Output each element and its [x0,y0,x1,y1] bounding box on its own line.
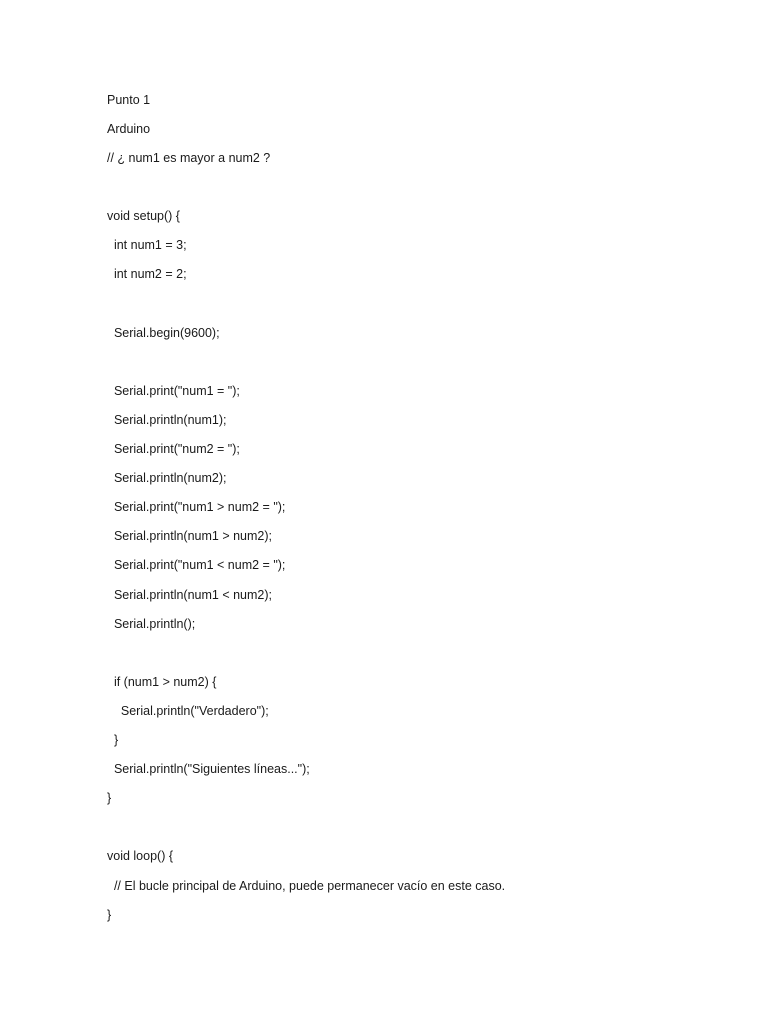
code-line: Serial.println(num1 > num2); [107,529,273,543]
document-subheading: Arduino [107,122,151,136]
code-line: int num1 = 3; [107,238,187,252]
document-heading: Punto 1 [107,93,151,107]
code-line: Serial.print("num2 = "); [107,442,240,456]
code-line: Serial.println("Siguientes líneas..."); [107,762,310,776]
code-line: } [107,733,119,747]
code-line: void setup() { [107,209,180,223]
code-line: // El bucle principal de Arduino, puede permanecer vacío en este caso. [107,879,506,893]
code-line: void loop() { [107,849,174,863]
code-line: int num2 = 2; [107,267,187,281]
code-line: Serial.print("num1 > num2 = "); [107,500,286,514]
code-line: Serial.println(num1 < num2); [107,588,273,602]
code-line: Serial.print("num1 = "); [107,384,240,398]
code-line: Serial.println(); [107,617,196,631]
code-line: Serial.println(num1); [107,413,227,427]
code-line: // ¿ num1 es mayor a num2 ? [107,151,271,165]
code-line: Serial.println("Verdadero"); [107,704,269,718]
code-line: } [107,791,112,805]
code-line: if (num1 > num2) { [107,675,217,689]
code-line: Serial.println(num2); [107,471,227,485]
code-line: Serial.begin(9600); [107,326,220,340]
code-line: } [107,908,112,922]
code-line: Serial.print("num1 < num2 = "); [107,558,286,572]
